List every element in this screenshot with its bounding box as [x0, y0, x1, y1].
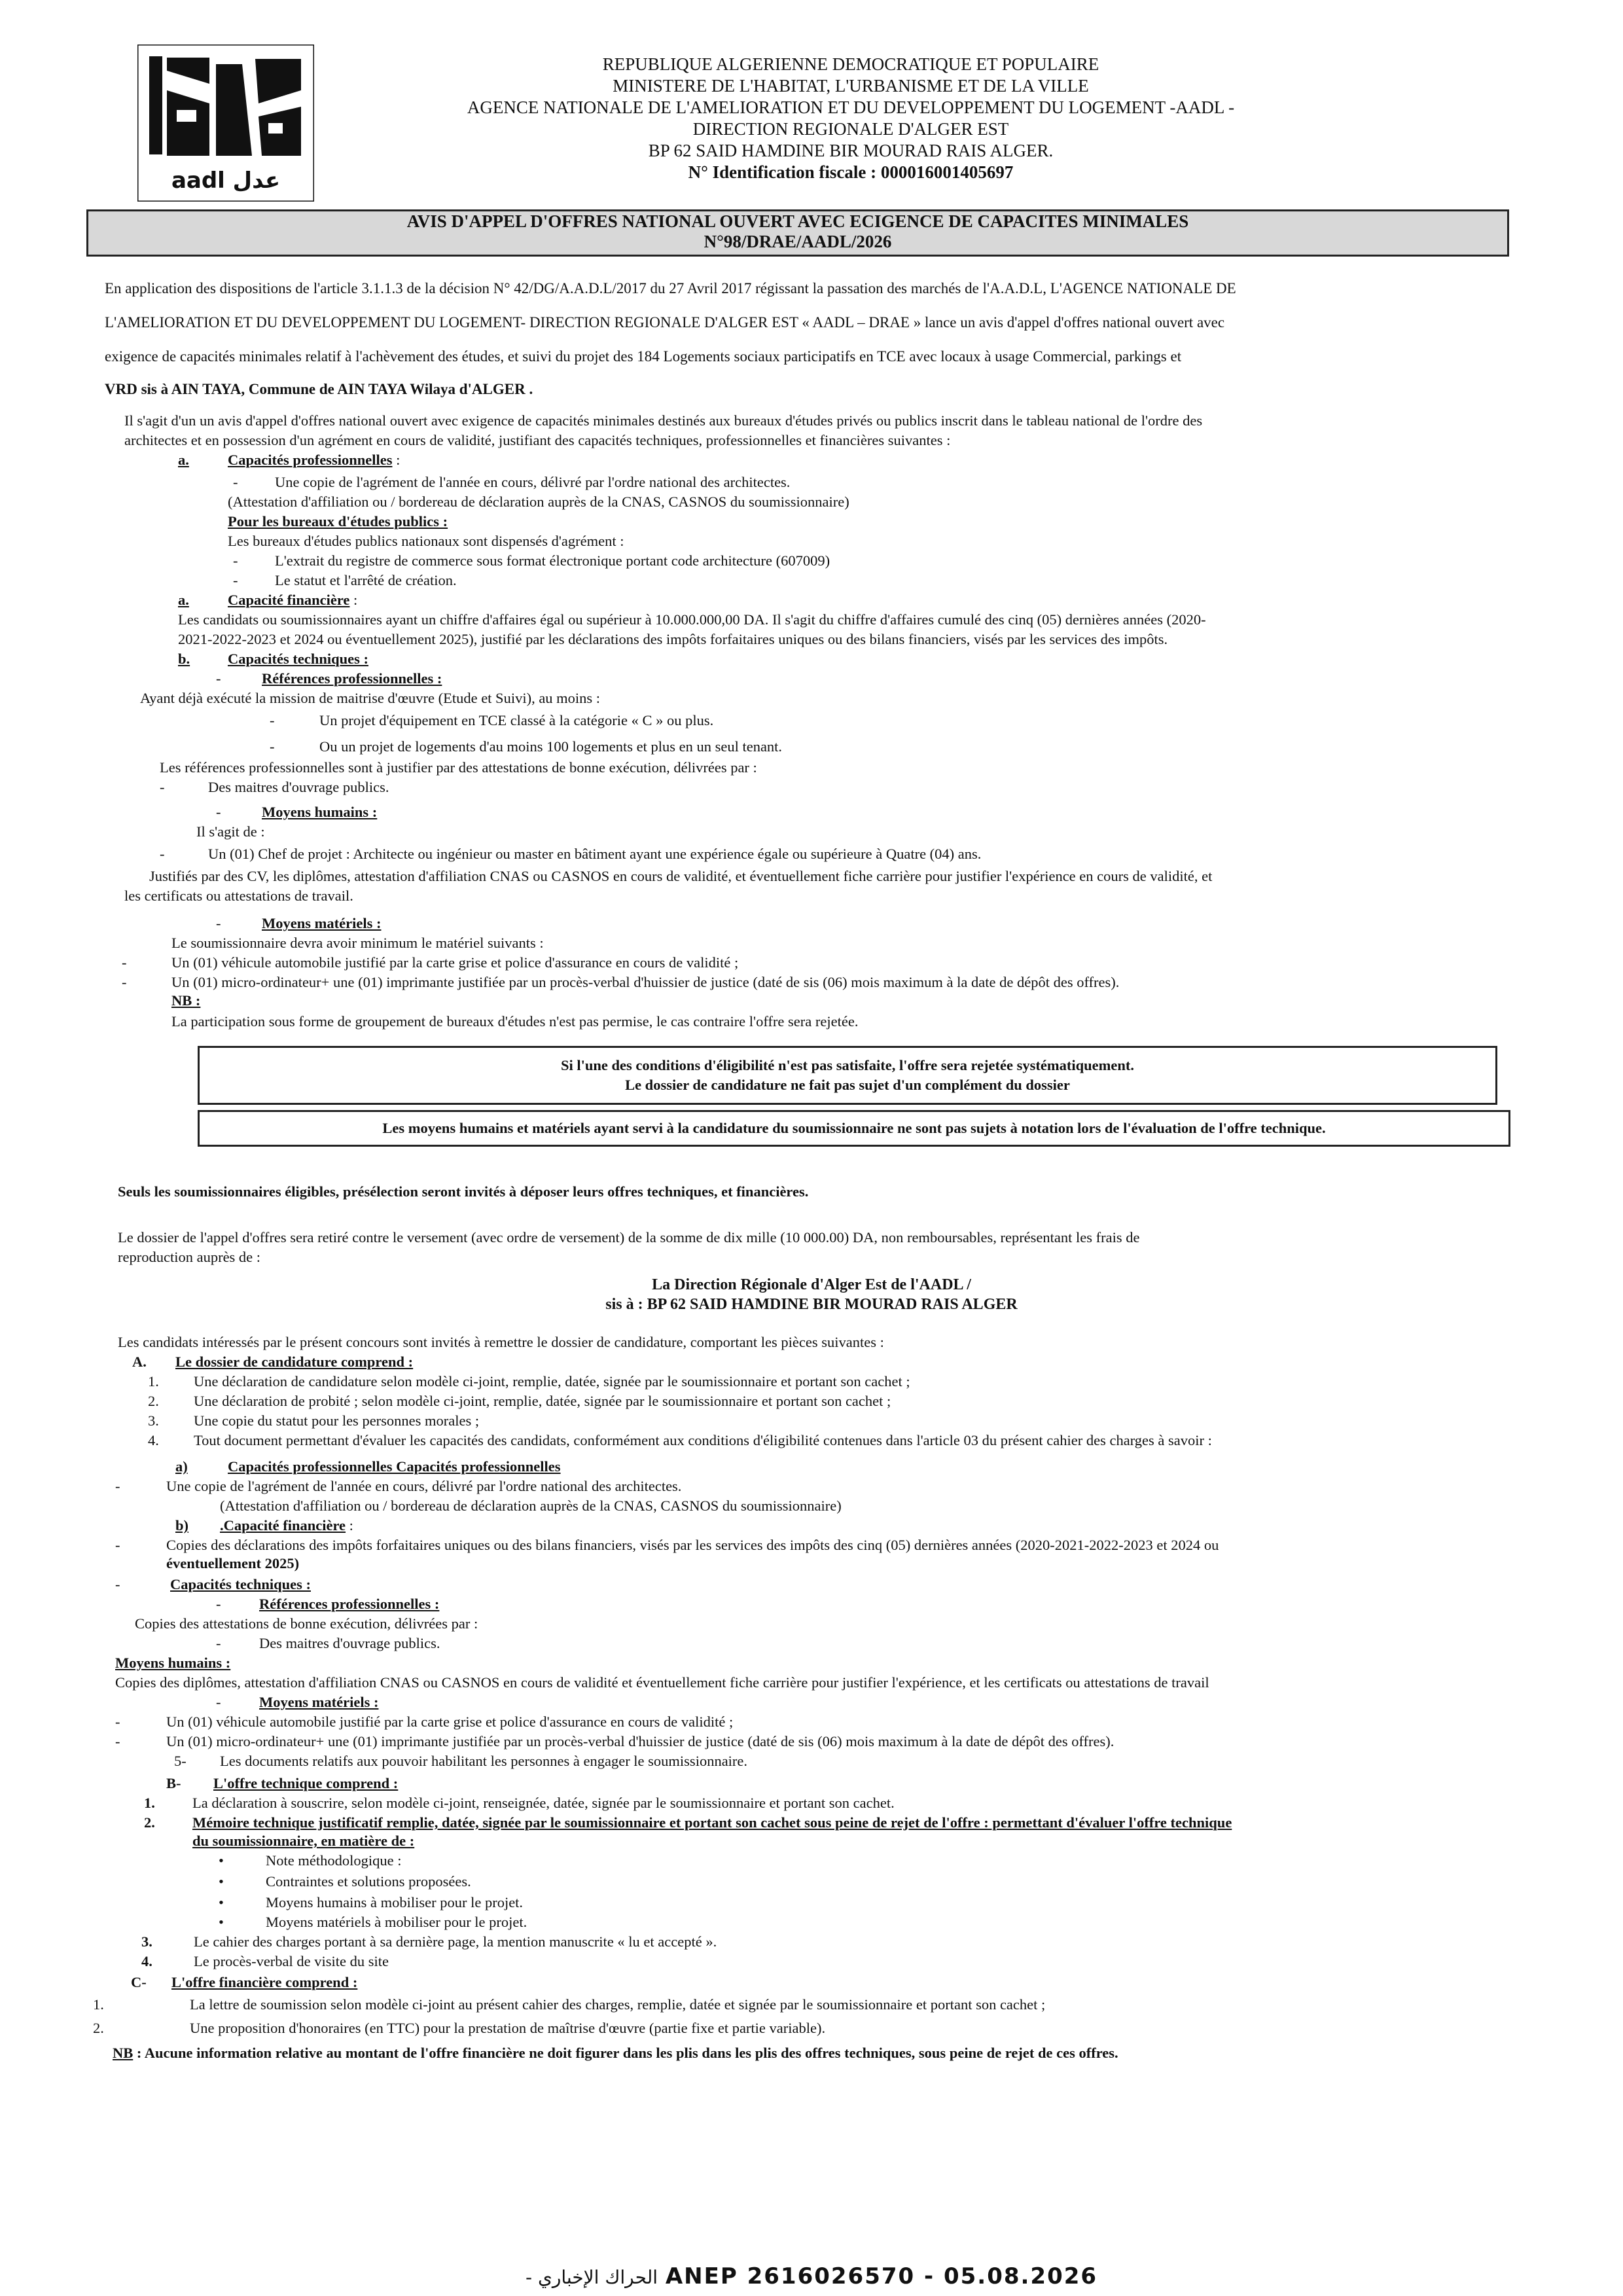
bullet-marker: • [219, 1852, 224, 1869]
heading-offre-financiere: L'offre financière comprend : [171, 1974, 358, 1990]
notation-note-box [198, 1110, 1510, 1147]
item-marker-a: a. [178, 452, 189, 468]
list-item: Le procès-verbal de visite du site [194, 1953, 389, 1969]
list-item: Une proposition d'honoraires (en TTC) pour la prestation de maîtrise d'œuvre (partie fixe et partie variable). [190, 2020, 826, 2036]
bullet-marker: • [219, 1873, 224, 1890]
list-item: Contraintes et solutions proposées. [266, 1873, 471, 1890]
number-marker: 5- [174, 1753, 187, 1769]
heading-capacites-techniques-2: Capacités techniques : [170, 1576, 311, 1592]
number-marker: 1. [144, 1795, 155, 1811]
notice-reference: N°98/DRAE/AADL/2026 [704, 232, 892, 251]
list-item: Copies des diplômes, attestation d'affiliation CNAS ou CASNOS en cours de validité et éventuellement fiche carrière pour justifier l'expérience, et les certificats ou attestations de travail [115, 1674, 1209, 1691]
list-item: Une copie de l'agrément de l'année en cours, délivré par l'ordre national des architectes. [166, 1478, 682, 1494]
financial-line-1: Les candidats ou soumissionnaires ayant un chiffre d'affaires égal ou supérieur à 10.000.000,00 DA. Il s'agit du chiffre d'affaires cumulé des cinq (05) dernières années (2020- [178, 611, 1206, 628]
heading-bureaux-publics: Pour les bureaux d'études publics : [228, 513, 448, 529]
number-marker: 2. [148, 1393, 159, 1409]
item-marker-a: a. [178, 592, 189, 608]
heading-references-professionnelles-2: Références professionnelles : [259, 1596, 440, 1612]
dash-marker: - [216, 1694, 221, 1710]
dash-marker: - [115, 1713, 120, 1730]
candidates-intro: Les candidats intéressés par le présent concours sont invités à remettre le dossier de candidature, comportant les pièces suivantes : [118, 1334, 884, 1350]
dash-marker: - [160, 779, 165, 795]
heading-moyens-materiels: Moyens matériels : [262, 915, 382, 931]
heading-capacites-professionnelles [228, 452, 400, 469]
header-line-agency: AGENCE NATIONALE DE L'AMELIORATION ET DU DEVELOPPEMENT DU LOGEMENT -AADL - [467, 98, 1235, 117]
item-marker-a: a) [175, 1458, 188, 1475]
dash-marker: - [233, 552, 238, 569]
list-item: Le soumissionnaire devra avoir minimum le matériel suivants : [171, 935, 544, 951]
list-item: Un (01) véhicule automobile justifié par la carte grise et police d'assurance en cours de validité ; [166, 1713, 734, 1730]
item-marker-b: b. [178, 651, 190, 667]
list-item: Des maitres d'ouvrage publics. [208, 779, 389, 795]
withdrawal-line-2: reproduction auprès de : [118, 1249, 261, 1265]
nb-label: NB : [171, 992, 201, 1009]
dash-marker: - [115, 1733, 120, 1749]
notation-note-text: Les moyens humains et matériels ayant servi à la candidature du soumissionnaire ne sont pas sujets à notation lors de l'évaluation de l'offre technique. [382, 1120, 1326, 1136]
list-item: Un (01) Chef de projet : Architecte ou ingénieur ou master en bâtiment ayant une expérience égale ou supérieure à Quatre (04) ans. [208, 846, 982, 862]
list-item: Une déclaration de probité ; selon modèle ci-joint, remplie, datée, signée par le soumissionnaire et portant son cachet ; [194, 1393, 891, 1409]
list-item: Note méthodologique : [266, 1852, 402, 1869]
heading-capacite-financiere [228, 592, 357, 609]
list-item: (Attestation d'affiliation ou / bordereau de déclaration auprès de la CNAS, CASNOS du soumissionnaire) [228, 493, 849, 510]
list-item: Copies des attestations de bonne exécution, délivrées par : [135, 1615, 478, 1632]
notice-title: AVIS D'APPEL D'OFFRES NATIONAL OUVERT AVEC ECIGENCE DE CAPACITES MINIMALES [406, 211, 1189, 231]
number-marker: 2. [93, 2020, 104, 2036]
heading-offre-technique: L'offre technique comprend : [213, 1775, 399, 1791]
dash-marker: - [270, 738, 275, 755]
list-item: La déclaration à souscrire, selon modèle ci-joint, renseignée, datée, signée par le soumissionnaire et portant son cachet. [192, 1795, 895, 1811]
preselection-note: Seuls les soumissionnaires éligibles, présélection seront invités à déposer leurs offres techniques, et financières. [118, 1183, 809, 1200]
intro-line-4: VRD sis à AIN TAYA, Commune de AIN TAYA Wilaya d'ALGER . [105, 381, 533, 397]
list-item: du soumissionnaire, en matière de : [192, 1833, 415, 1849]
list-item: Un (01) micro-ordinateur+ une (01) imprimante justifiée par un procès-verbal d'huissier de justice (daté de sis (06) mois maximum à la date de dépôt des offres). [171, 974, 1120, 990]
heading-colon: : [392, 452, 401, 468]
number-marker: 3. [148, 1412, 159, 1429]
justification-line-1: Justifiés par des CV, les diplômes, attestation d'affiliation CNAS ou CASNOS en cours de validité, et éventuellement fiche carrière pour justifier l'expérience en cours de validité, et [149, 868, 1213, 884]
financial-line-2: 2021-2022-2023 et 2024 ou éventuellement 2025), justifié par les déclarations des impôts forfaitaires uniques ou des bilans financiers, visés par les services des impôts. [178, 631, 1168, 647]
section-marker-a: A. [132, 1354, 147, 1370]
heading-text: Capacité financière [228, 592, 350, 608]
list-item: Tout document permettant d'évaluer les capacités des candidats, conformément aux conditions d'éligibilité contenues dans l'article 03 du présent cahier des charges à savoir : [194, 1432, 1212, 1448]
eligibility-warning-line-1: Si l'une des conditions d'éligibilité n'est pas satisfaite, l'offre sera rejetée systématiquement. [561, 1057, 1134, 1073]
number-marker: 4. [141, 1953, 152, 1969]
list-item: Moyens humains à mobiliser pour le projet. [266, 1894, 524, 1910]
dash-marker: - [115, 1576, 120, 1592]
letterhead [327, 54, 1374, 183]
dash-marker: - [216, 670, 221, 687]
heading-capacites-techniques: Capacités techniques : [228, 651, 368, 667]
list-item: Un (01) micro-ordinateur+ une (01) imprimante justifiée par un procès-verbal d'huissier de justice (daté de sis (06) mois maximum à la date de dépôt des offres). [166, 1733, 1115, 1749]
number-marker: 4. [148, 1432, 159, 1448]
logo-caption: aadl عدل [171, 168, 281, 194]
publication-name: الحراك الإخباري - [525, 2267, 658, 2288]
eligibility-warning-box [198, 1046, 1497, 1105]
header-line-fiscal-id: N° Identification fiscale : 000016001405697 [688, 162, 1014, 182]
dash-marker: - [115, 1478, 120, 1494]
list-item: Des maitres d'ouvrage publics. [259, 1635, 440, 1651]
dash-marker: - [216, 1596, 221, 1612]
list-item: Les références professionnelles sont à justifier par des attestations de bonne exécution, délivrées par : [160, 759, 757, 776]
header-line-ministry: MINISTERE DE L'HABITAT, L'URBANISME ET DE LA VILLE [613, 76, 1089, 96]
final-note-text: : Aucune information relative au montant de l'offre financière ne doit figurer dans les plis dans les plis des offres techniques, sous peine de rejet de ces offres. [133, 2045, 1118, 2061]
number-marker: 3. [141, 1933, 152, 1950]
final-note-label: NB [113, 2045, 134, 2061]
para-scope-1: Il s'agit d'un un avis d'appel d'offres national ouvert avec exigence de capacités minimales destinés aux bureaux d'études privés ou publics inscrit dans le tableau national de l'ordre des [124, 412, 1203, 429]
header-line-direction: DIRECTION REGIONALE D'ALGER EST [692, 119, 1009, 139]
notice-banner [86, 209, 1509, 257]
list-item: L'extrait du registre de commerce sous format électronique portant code architecture (607009) [275, 552, 830, 569]
heading-capacite-financiere-2 [220, 1517, 353, 1534]
section-marker-c: C- [131, 1974, 147, 1990]
dash-marker: - [233, 572, 238, 588]
eligibility-warning-line-2: Le dossier de candidature ne fait pas sujet d'un complément du dossier [625, 1077, 1070, 1093]
heading-moyens-materiels-2: Moyens matériels : [259, 1694, 379, 1710]
dash-marker: - [233, 474, 238, 490]
list-item: Les documents relatifs aux pouvoir habilitant les personnes à engager le soumissionnaire. [220, 1753, 748, 1769]
heading-capacites-professionnelles-2: Capacités professionnelles Capacités professionnelles [228, 1458, 561, 1475]
withdrawal-office: La Direction Régionale d'Alger Est de l'AADL / [652, 1276, 971, 1293]
withdrawal-line-1: Le dossier de l'appel d'offres sera retiré contre le versement (avec ordre de versement) de la somme de dix mille (10 000.00) DA, non remboursables, représentant les frais de [118, 1229, 1140, 1246]
anep-reference: ANEP 2616026570 - 05.08.2026 [665, 2263, 1098, 2289]
heading-dossier-candidature: Le dossier de candidature comprend : [175, 1354, 414, 1370]
list-item: Mémoire technique justificatif remplie, datée, signée par le soumissionnaire et portant son cachet sous peine de rejet de l'offre : permettant d'évaluer l'offre technique [192, 1814, 1232, 1831]
header-line-republic: REPUBLIQUE ALGERIENNE DEMOCRATIQUE ET POPULAIRE [602, 54, 1099, 74]
number-marker: 2. [144, 1814, 155, 1831]
justification-line-2: les certificats ou attestations de travail. [124, 888, 353, 904]
section-marker-b: B- [166, 1775, 181, 1791]
publication-footer [0, 2263, 1623, 2289]
aadl-logo [137, 45, 314, 202]
nb-text: La participation sous forme de groupement de bureaux d'études n'est pas permise, le cas contraire l'offre sera rejetée. [171, 1013, 859, 1030]
list-item: Ayant déjà exécuté la mission de maitrise d'œuvre (Etude et Suivi), au moins : [140, 690, 601, 706]
dash-marker: - [216, 915, 221, 931]
dash-marker: - [270, 712, 275, 728]
number-marker: 1. [148, 1373, 159, 1390]
dash-marker: - [160, 846, 165, 862]
header-line-address: BP 62 SAID HAMDINE BIR MOURAD RAIS ALGER. [648, 141, 1054, 160]
list-item: Le cahier des charges portant à sa dernière page, la mention manuscrite « lu et accepté ». [194, 1933, 717, 1950]
dash-marker: - [122, 974, 127, 990]
list-item: Moyens matériels à mobiliser pour le projet. [266, 1914, 527, 1930]
heading-moyens-humains-2: Moyens humains : [115, 1655, 231, 1671]
heading-colon: : [346, 1517, 353, 1534]
dash-marker: - [122, 954, 127, 971]
list-item: Les bureaux d'études publics nationaux sont dispensés d'agrément : [228, 533, 624, 549]
final-note [113, 2045, 1118, 2062]
heading-moyens-humains: Moyens humains : [262, 804, 378, 820]
intro-line-2: L'AMELIORATION ET DU DEVELOPPEMENT DU LOGEMENT- DIRECTION REGIONALE D'ALGER EST « AADL – DRAE » lance un avis d'appel d'offres national ouvert avec [105, 314, 1225, 331]
list-item: Une copie de l'agrément de l'année en cours, délivré par l'ordre national des architectes. [275, 474, 791, 490]
list-item: Un projet d'équipement en TCE classé à la catégorie « C » ou plus. [319, 712, 714, 728]
list-item: Ou un projet de logements d'au moins 100 logements et plus en un seul tenant. [319, 738, 783, 755]
list-item: Le statut et l'arrêté de création. [275, 572, 457, 588]
heading-text: Capacités professionnelles [228, 452, 393, 468]
list-item: Un (01) véhicule automobile justifié par la carte grise et police d'assurance en cours de validité ; [171, 954, 739, 971]
list-item: Une déclaration de candidature selon modèle ci-joint, remplie, datée, signée par le soumissionnaire et portant son cachet ; [194, 1373, 910, 1390]
list-item: Copies des déclarations des impôts forfaitaires uniques ou des bilans financiers, visés par les services des impôts des cinq (05) dernières années (2020-2021-2022-2023 et 2024 ou [166, 1537, 1219, 1553]
number-marker: 1. [93, 1996, 104, 2013]
intro-line-3: exigence de capacités minimales relatif à l'achèvement des études, et suivi du projet des 184 Logements sociaux participatifs en TCE avec locaux à usage Commercial, parkings et [105, 348, 1182, 365]
heading-colon: : [349, 592, 358, 608]
heading-references-professionnelles: Références professionnelles : [262, 670, 442, 687]
list-item: La lettre de soumission selon modèle ci-joint au présent cahier des charges, remplie, datée et signée par le soumissionnaire et portant son cachet ; [190, 1996, 1046, 2013]
item-marker-b: b) [175, 1517, 189, 1534]
withdrawal-address: sis à : BP 62 SAID HAMDINE BIR MOURAD RAIS ALGER [605, 1296, 1018, 1313]
dash-marker: - [216, 1635, 221, 1651]
intro-line-1: En application des dispositions de l'article 3.1.1.3 de la décision N° 42/DG/A.A.D.L/2017 du 27 Avril 2017 régissant la passation des marchés de l'A.A.D.L, L'AGENCE NATIONALE DE [105, 280, 1236, 296]
bullet-marker: • [219, 1914, 224, 1930]
dash-marker: - [115, 1537, 120, 1553]
dash-marker: - [216, 804, 221, 820]
list-item: Il s'agit de : [196, 823, 265, 840]
para-scope-2: architectes et en possession d'un agrément en cours de validité, justifiant des capacités techniques, professionnelles et financières suivantes : [124, 432, 951, 448]
list-item: Une copie du statut pour les personnes morales ; [194, 1412, 480, 1429]
list-item: éventuellement 2025) [166, 1555, 300, 1571]
bullet-marker: • [219, 1894, 224, 1910]
heading-text: .Capacité financière [220, 1517, 346, 1534]
list-item: (Attestation d'affiliation ou / bordereau de déclaration auprès de la CNAS, CASNOS du soumissionnaire) [220, 1498, 842, 1514]
